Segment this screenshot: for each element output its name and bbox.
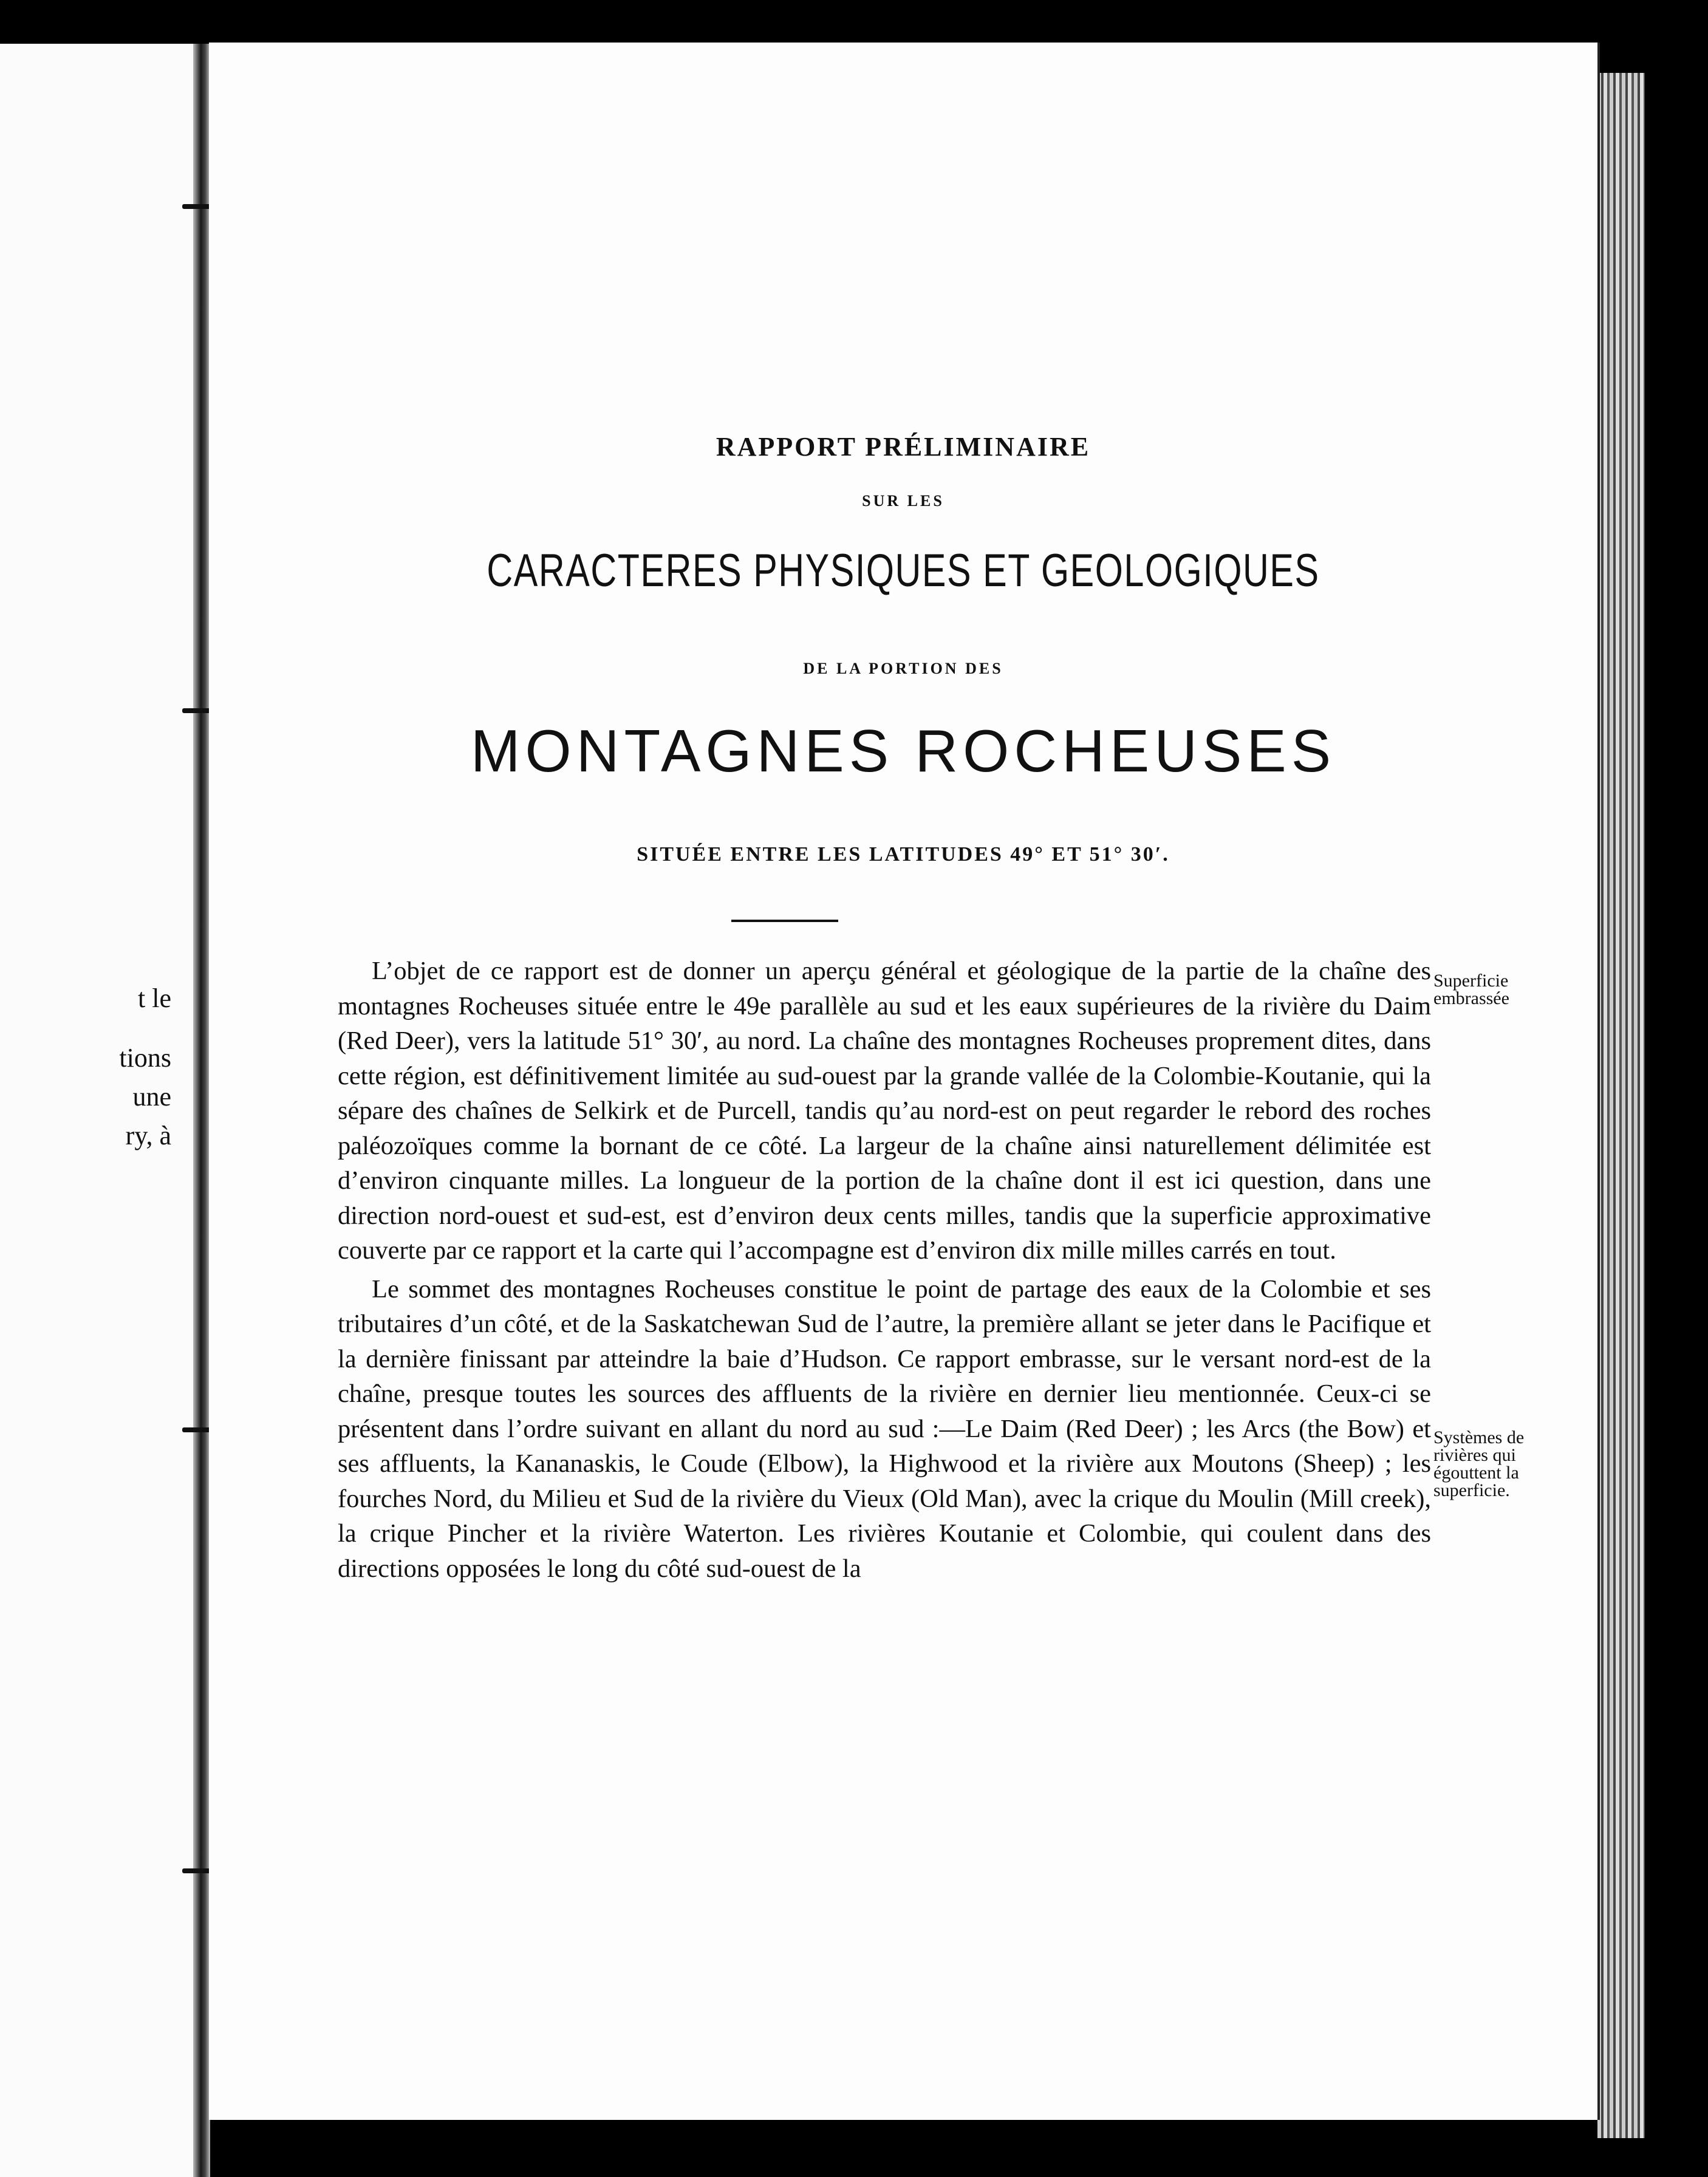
facing-page-text [13,979,171,1155]
fragment-2: tions [119,1043,171,1073]
divider-rule [731,920,838,922]
margin-note-rivers: Systèmes de rivières qui égouttent la superficie. [1433,1427,1525,1500]
fragment-4: ry, à [125,1121,171,1150]
title-connector-2: DE LA PORTION DES [803,660,1003,677]
fragment-3: une [132,1082,171,1112]
paragraph-1: L’objet de ce rapport est de donner un aperçu général et géologique de la partie de la chaîne des montagnes Rocheuses située entre le 49e parallèle au sud et les eaux supérieures de la rivière du Daim (Red Deer), vers la latitude 51° 30′, au nord. La chaîne des montagnes Rocheuses proprement dites, dans cette région, est définitivement limitée au sud-ouest par la grande vallée de la Colombie-Koutanie, qui la sépare des chaînes de Selkirk et de Purcell, tandis qu’au nord-est on peut regarder le rebord des roches paléozoïques comme la bornant de ce côté. La largeur de la chaîne ainsi naturellement délimitée est d’environ cinquante milles. La longueur de la portion de la chaîne dont il est ici question, dans une direction nord-ouest et sud-est, est d’environ deux cents milles, tandis que la superficie approximative couverte par ce rapport et la carte qui l’accompagne est d’environ dix mille milles carrés en tout. [338,957,1431,1265]
margin-note-area: Superficie embrassée [1433,971,1509,1008]
title-connector-1: SUR LES [862,492,945,510]
book-gutter [193,44,210,2177]
page-stack-edge [1597,73,1645,2138]
facing-page [0,44,200,2177]
region-heading: MONTAGNES ROCHEUSES [470,717,1336,784]
paragraph-2: Le sommet des montagnes Rocheuses constitue le point de partage des eaux de la Colombie et ses tributaires d’un côté, et de la Saskatchewan Sud de l’autre, la première allant se jeter dans le Pacifique et la dernière finissant par atteindre la baie d’Hudson. Ce rapport embrasse, sur le versant nord-est de la chaîne, presque toutes les sources des affluents de la rivière en dernier lieu mentionnée. Ceux-ci se présentent dans l’ordre suivant en allant du nord au sud :—Le Daim (Red Deer) ; les Arcs (the Bow) et ses affluents, la Kananaskis, le Coude (Elbow), la Highwood et la rivière aux Moutons (Sheep) ; les fourches Nord, du Milieu et Sud de la rivière du Vieux (Old Man), avec la crique du Moulin (Mill creek), la crique Pincher et la rivière Waterton. Les rivières Koutanie et Colombie, qui coulent dans des directions opposées le long du côté sud-ouest de la [338,1274,1431,1583]
body-text [338,954,1431,1586]
main-heading: CARACTERES PHYSIQUES ET GEOLOGIQUES [487,545,1320,596]
fragment-1: t le [138,983,171,1013]
latitude-subtitle: SITUÉE ENTRE LES LATITUDES 49° ET 51° 30′. [637,843,1170,866]
document-page [209,43,1600,2120]
report-title: RAPPORT PRÉLIMINAIRE [716,432,1091,462]
